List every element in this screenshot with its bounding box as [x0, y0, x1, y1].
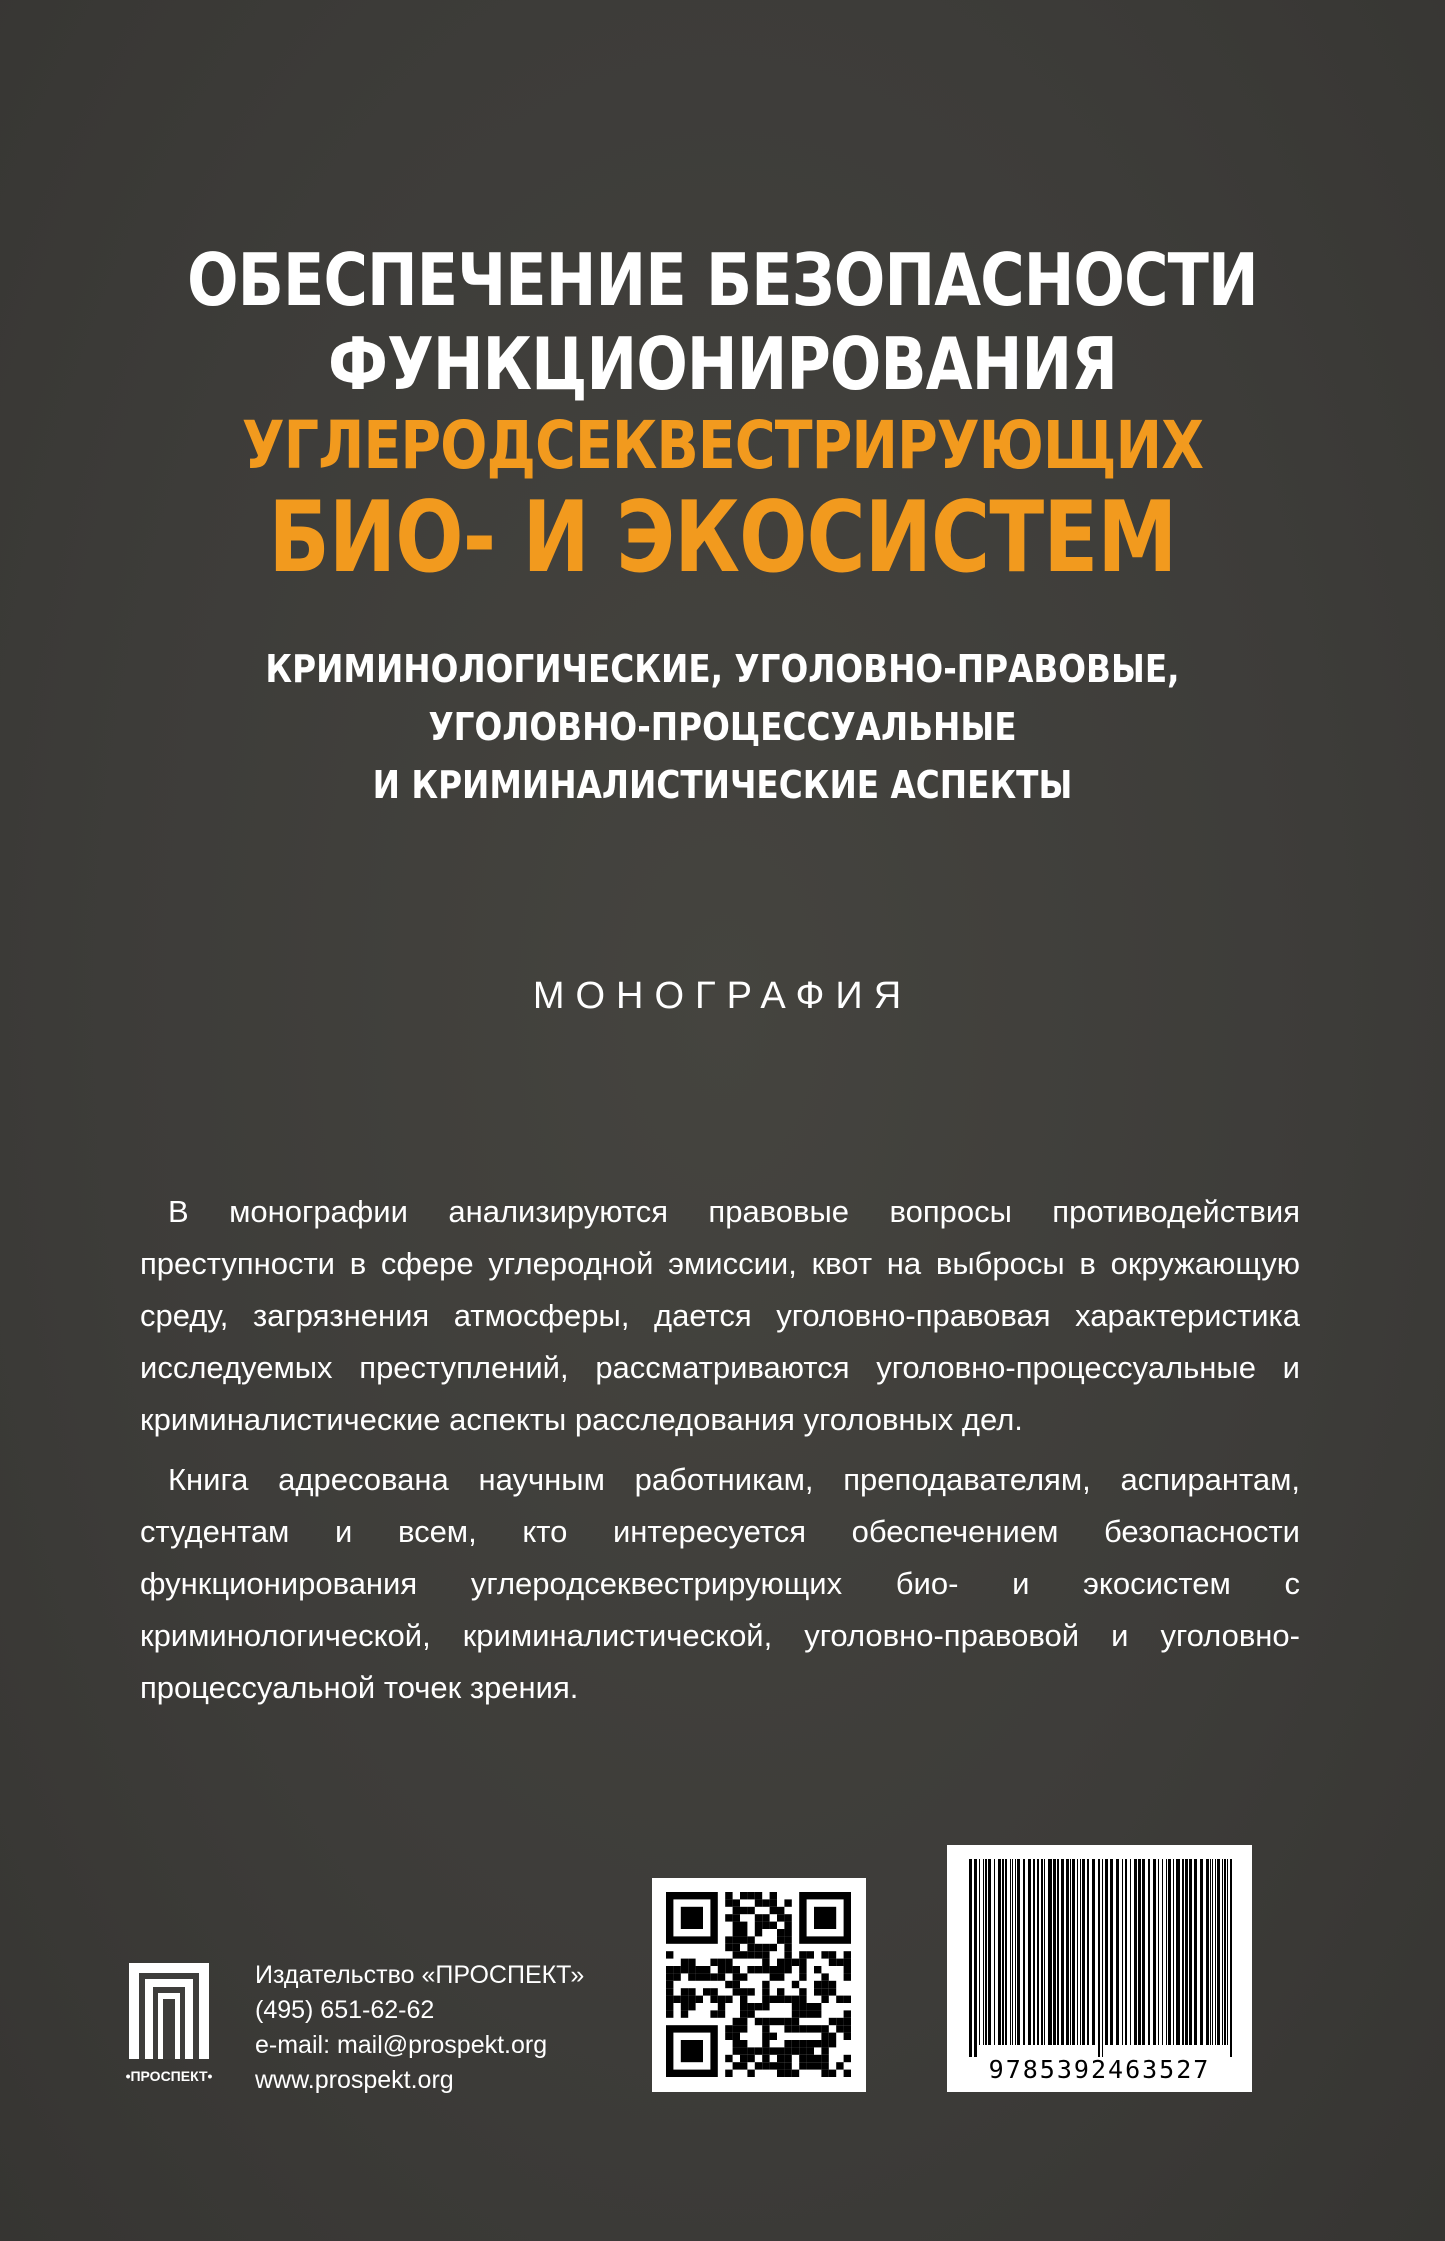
title-line-3: УГЛЕРОДСЕКВЕСТРИРУЮЩИХ: [241, 407, 1204, 484]
annotation-paragraph-1: В монографии анализируются правовые вопросы противодействия преступности в сфере углеродной эмиссии, квот на выбросы в окружающую среду, загрязнения атмосферы, дается уголовно-правовая характеристика исследуемых преступлений, рассматриваются уголовно-процессуальные и криминалистические аспекты расследования уголовных дел.: [140, 1194, 1300, 1437]
book-title: [0, 238, 1445, 595]
isbn-number: 9785392463527: [988, 2055, 1211, 2084]
subtitle-line-1: КРИМИНОЛОГИЧЕСКИЕ, УГОЛОВНО-ПРАВОВЫЕ,: [265, 647, 1180, 691]
subtitle-line-3: И КРИМИНАЛИСТИЧЕСКИЕ АСПЕКТЫ: [372, 763, 1073, 807]
annotation-paragraph-2: Книга адресована научным работникам, преподавателям, аспирантам, студентам и всем, кто интересуется обеспечением безопасности функционирования углеродсеквестрирующих био- и экосистем с криминологической, криминалистической, уголовно-правовой и уголовно-процессуальной точек зрения.: [140, 1462, 1300, 1705]
publisher-info: [255, 1958, 584, 2098]
title-line-4: БИО- И ЭКОСИСТЕМ: [268, 481, 1177, 595]
annotation: [140, 1186, 1300, 1722]
genre-label: МОНОГРАФИЯ: [532, 975, 913, 1017]
publisher-phone: (495) 651-62-62: [255, 1996, 435, 2024]
title-line-2: ФУНКЦИОНИРОВАНИЯ: [327, 322, 1118, 406]
publisher-email: e-mail: mail@prospekt.org: [255, 2031, 548, 2059]
subtitle-line-2: УГОЛОВНО-ПРОЦЕССУАЛЬНЫЕ: [428, 705, 1017, 749]
publisher-website: www.prospekt.org: [255, 2066, 454, 2094]
qr-code-icon: [652, 1878, 866, 2092]
logo-label: •ПРОСПЕКТ•: [125, 2068, 213, 2084]
barcode-icon: [947, 1845, 1252, 2092]
prospekt-logo-icon: [115, 1963, 223, 2087]
publisher-name: Издательство «ПРОСПЕКТ»: [255, 1961, 585, 1989]
title-line-1: ОБЕСПЕЧЕНИЕ БЕЗОПАСНОСТИ: [187, 238, 1258, 322]
book-subtitle: [0, 640, 1445, 814]
